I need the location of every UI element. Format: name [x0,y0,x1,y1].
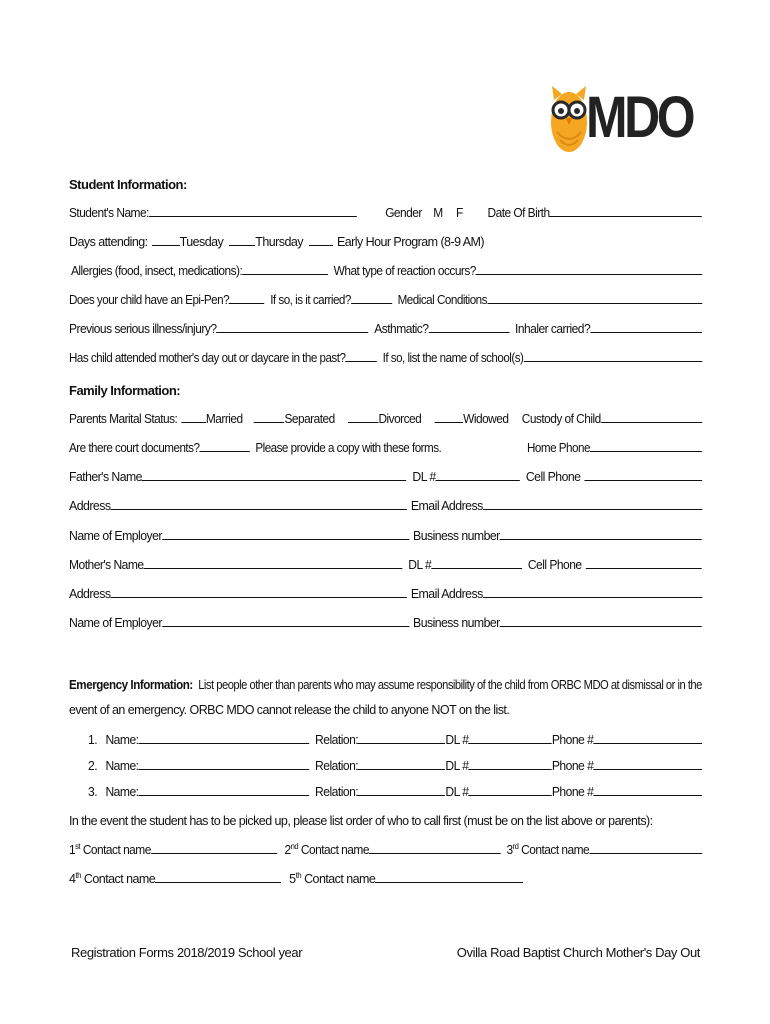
contact-name-label: Name: [105,733,139,747]
student-name-field[interactable] [149,206,357,217]
father-address-label: Address [69,499,111,513]
father-dl-field[interactable] [436,470,520,481]
call-order-2: 2nd Contact name [284,841,369,857]
call-order-1: 1st Contact name [69,841,151,857]
mother-business-field[interactable] [500,616,702,627]
call-order-row-1 [69,843,702,857]
pickup-instructions: In the event the student has to be picked up, please list order of who to call first (must be on the list above or parents): [69,814,653,828]
school-label: If so, list the name of school(s) [382,351,524,365]
father-employer-row [69,529,702,543]
gender-m-option[interactable]: M [433,206,443,220]
allergies-label: Allergies (food, insect, medications): [71,264,243,278]
father-email-label: Email Address [410,499,483,513]
carried-label: If so, is it carried? [270,293,351,307]
call-order-4: 4th Contact name [69,870,156,886]
thursday-label: Thursday [255,235,303,249]
medical-label: Medical Conditions [397,293,487,307]
court-row [69,441,702,455]
separated-label: Separated [284,412,335,426]
marital-label: Parents Marital Status: [69,412,178,426]
call-order-5-field[interactable] [375,872,523,883]
call-order-3: 3rd Contact name [506,841,590,857]
court-field[interactable] [199,441,249,452]
gender-f-option[interactable]: F [455,206,463,220]
student-name-row [69,206,702,220]
father-cell-field[interactable] [584,470,702,481]
daycare-field[interactable] [345,351,377,362]
phone-label: Phone # [551,759,594,773]
father-cell-label: Cell Phone [525,470,581,484]
daycare-row [69,351,702,365]
call-order-row-2 [69,872,523,886]
divorced-label: Divorced [378,412,422,426]
emergency-contact-3 [88,785,702,799]
asthmatic-label: Asthmatic? [374,322,429,336]
footer-left: Registration Forms 2018/2019 School year [71,945,303,960]
contact-name-label: Name: [105,759,139,773]
call-order-5: 5th Contact name [289,870,376,886]
mother-address-field[interactable] [111,587,407,598]
allergies-row [71,264,702,278]
separated-field[interactable] [254,412,284,423]
emergency-text1: List people other than parents who may assume responsibility of the child from ORBC MDO at dismissal or in the [198,678,702,692]
contact-name-field[interactable] [139,733,310,744]
mother-address-row [69,587,702,601]
relation-field[interactable] [358,733,445,744]
home-phone-field[interactable] [590,441,702,452]
phone-label: Phone # [551,785,594,799]
emergency-contact-1 [88,733,702,747]
tuesday-label: Tuesday [179,235,224,249]
relation-field[interactable] [358,759,445,770]
contact-name-label: Name: [105,785,139,799]
mother-dl-field[interactable] [431,558,522,569]
allergies-field[interactable] [242,264,328,275]
early-label: Early Hour Program (8-9 AM) [336,235,484,249]
father-business-field[interactable] [500,529,702,540]
widowed-label: Widowed [463,412,509,426]
epipen-row [69,293,702,307]
divorced-field[interactable] [348,412,378,423]
epipen-field[interactable] [229,293,264,304]
logo-text: MDO [586,85,693,150]
mdo-logo [548,78,693,158]
father-dl-label: DL # [412,470,436,484]
father-address-field[interactable] [111,499,407,510]
early-field[interactable] [309,235,333,246]
father-email-field[interactable] [483,499,702,510]
daycare-label: Has child attended mother's day out or daycare in the past? [69,351,346,365]
phone-label: Phone # [551,733,594,747]
married-label: Married [205,412,243,426]
widowed-field[interactable] [435,412,464,423]
list-number: 1. [88,733,98,747]
mother-employer-label: Name of Employer [69,616,162,630]
mother-row [69,558,701,572]
mother-employer-field[interactable] [162,616,409,627]
call-order-4-field[interactable] [155,872,281,883]
marital-row [69,412,702,426]
thursday-field[interactable] [229,235,255,246]
illness-row [69,322,702,336]
call-order-2-field[interactable] [369,843,501,854]
reaction-label: What type of reaction occurs? [333,264,476,278]
father-name-field[interactable] [142,470,407,481]
mother-employer-row [69,616,702,630]
footer-right: Ovilla Road Baptist Church Mother's Day Out [456,945,700,960]
mother-address-label: Address [69,587,111,601]
medical-field[interactable] [487,293,702,304]
dob-field[interactable] [550,206,702,217]
dl-label: DL # [445,733,469,747]
call-order-3-field[interactable] [589,843,702,854]
illness-label: Previous serious illness/injury? [69,322,217,336]
list-number: 3. [88,785,98,799]
illness-field[interactable] [216,322,368,333]
emergency-intro-line1 [69,677,702,692]
list-number: 2. [88,759,98,773]
relation-field[interactable] [358,785,445,796]
epipen-label: Does your child have an Epi-Pen? [69,293,230,307]
dl-field[interactable] [468,733,551,744]
gender-label: Gender [385,206,422,220]
dob-label: Date Of Birth [487,206,550,220]
asthmatic-field[interactable] [428,322,509,333]
mother-email-label: Email Address [410,587,483,601]
court-label: Are there court documents? [69,441,200,455]
inhaler-field[interactable] [590,322,702,333]
owl-icon [548,80,590,158]
mother-cell-field[interactable] [585,558,701,569]
call-order-1-field[interactable] [151,843,277,854]
inhaler-label: Inhaler carried? [515,322,591,336]
dl-field[interactable] [468,759,551,770]
student-info-heading: Student Information: [69,177,187,192]
emergency-contact-2 [88,759,702,773]
married-field[interactable] [181,412,206,423]
father-employer-field[interactable] [162,529,409,540]
father-label: Father's Name [69,470,142,484]
relation-label: Relation: [315,759,359,773]
days-label: Days attending: [69,235,148,249]
relation-label: Relation: [315,785,359,799]
emergency-info-heading: Emergency Information: [69,677,193,692]
emergency-text2: event of an emergency. ORBC MDO cannot release the child to anyone NOT on the list. [69,703,510,717]
mother-cell-label: Cell Phone [527,558,582,572]
phone-field[interactable] [593,733,702,744]
tuesday-field[interactable] [152,235,180,246]
mother-email-field[interactable] [483,587,702,598]
reaction-field[interactable] [476,264,703,275]
father-employer-label: Name of Employer [69,529,162,543]
days-row [69,235,484,249]
contact-name-field[interactable] [139,785,310,796]
dl-label: DL # [445,759,469,773]
father-business-label: Business number [413,529,500,543]
contact-name-field[interactable] [139,759,310,770]
mother-business-label: Business number [413,616,500,630]
custody-label: Custody of Child [521,412,601,426]
dl-label: DL # [445,785,469,799]
dl-field[interactable] [468,785,551,796]
carried-field[interactable] [351,293,392,304]
school-field[interactable] [523,351,702,362]
copy-note: Please provide a copy with these forms. [255,441,442,455]
phone-field[interactable] [593,785,702,796]
student-name-label: Student's Name: [69,206,149,220]
mother-label: Mother's Name [69,558,144,572]
family-info-heading: Family Information: [69,383,181,398]
relation-label: Relation: [315,733,359,747]
father-address-row [69,499,702,513]
home-phone-label: Home Phone [527,441,590,455]
mother-name-field[interactable] [144,558,403,569]
father-row [69,470,702,484]
custody-field[interactable] [601,412,702,423]
phone-field[interactable] [593,759,702,770]
mother-dl-label: DL # [408,558,432,572]
